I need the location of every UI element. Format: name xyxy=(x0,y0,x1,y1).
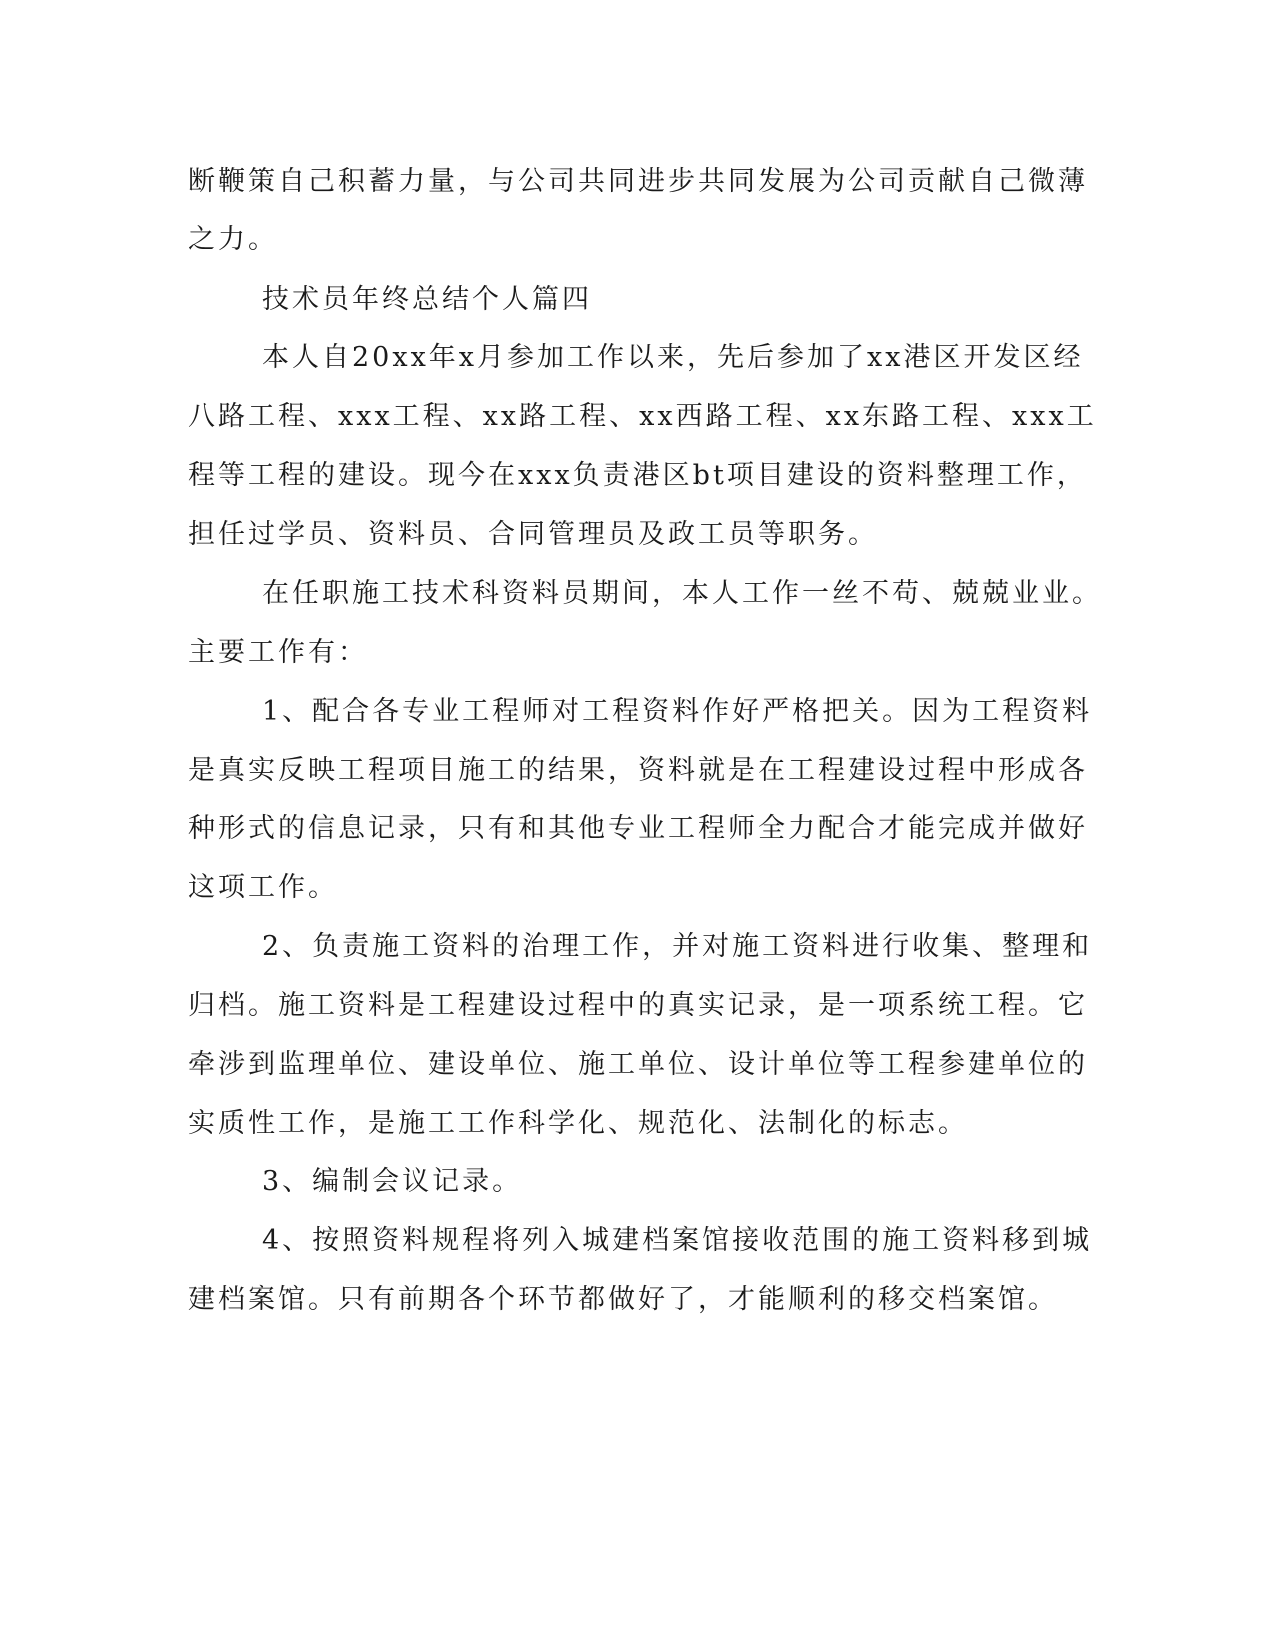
text-line: 2、负责施工资料的治理工作，并对施工资料进行收集、整理和 xyxy=(262,931,1093,962)
text-line: 这项工作。 xyxy=(188,872,338,903)
section-heading: 技术员年终总结个人篇四 xyxy=(262,284,592,315)
text-line: 归档。施工资料是工程建设过程中的真实记录，是一项系统工程。它 xyxy=(188,990,1088,1021)
text-line: 1、配合各专业工程师对工程资料作好严格把关。因为工程资料 xyxy=(262,696,1093,727)
text-line: 担任过学员、资料员、合同管理员及政工员等职务。 xyxy=(188,519,878,550)
text-line: 实质性工作，是施工工作科学化、规范化、法制化的标志。 xyxy=(188,1108,968,1139)
text-line: 本人自20xx年x月参加工作以来，先后参加了xx港区开发区经 xyxy=(262,342,1084,373)
text-line: 种形式的信息记录，只有和其他专业工程师全力配合才能完成并做好 xyxy=(188,813,1088,844)
text-line: 主要工作有： xyxy=(188,637,368,668)
text-line: 4、按照资料规程将列入城建档案馆接收范围的施工资料移到城 xyxy=(262,1225,1093,1256)
text-line: 牵涉到监理单位、建设单位、施工单位、设计单位等工程参建单位的 xyxy=(188,1049,1088,1080)
text-line: 断鞭策自己积蓄力量，与公司共同进步共同发展为公司贡献自己微薄 xyxy=(188,166,1088,197)
text-line: 是真实反映工程项目施工的结果，资料就是在工程建设过程中形成各 xyxy=(188,755,1088,786)
text-line: 八路工程、xxx工程、xx路工程、xx西路工程、xx东路工程、xxx工 xyxy=(188,401,1097,432)
text-line: 程等工程的建设。现今在xxx负责港区bt项目建设的资料整理工作， xyxy=(188,460,1087,491)
text-line: 建档案馆。只有前期各个环节都做好了，才能顺利的移交档案馆。 xyxy=(188,1284,1058,1315)
text-line: 在任职施工技术科资料员期间，本人工作一丝不苟、兢兢业业。 xyxy=(262,578,1102,609)
text-line: 3、编制会议记录。 xyxy=(262,1166,523,1197)
text-line: 之力。 xyxy=(188,224,278,255)
